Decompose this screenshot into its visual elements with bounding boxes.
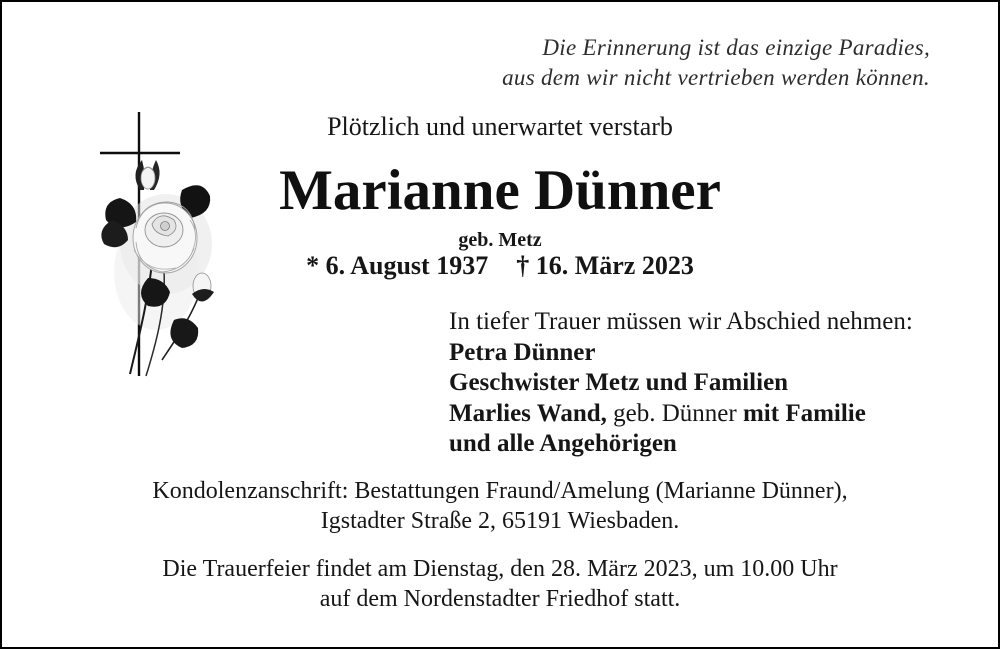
mourning-section xyxy=(449,307,913,460)
mourning-lead: In tiefer Trauer müssen wir Abschied nehmen: xyxy=(449,308,913,335)
mourner-line-4: und alle Angehörigen xyxy=(449,430,677,457)
mourner-line-2: Geschwister Metz und Familien xyxy=(449,369,789,396)
birth-date: * 6. August 1937 xyxy=(306,251,489,280)
mourner-line-3 xyxy=(449,399,913,430)
condolence-line-2: Igstadter Straße 2, 65191 Wiesbaden. xyxy=(320,508,680,534)
mourner-line-1: Petra Dünner xyxy=(449,338,596,366)
quote-line-1: Die Erinnerung ist das einzige Paradies, xyxy=(542,35,930,60)
memorial-quote xyxy=(502,33,930,93)
life-dates xyxy=(2,251,998,281)
funeral-line-2: auf dem Nordenstadter Friedhof statt. xyxy=(319,586,681,612)
mourner-line-3-bold-2: mit Familie xyxy=(742,399,866,427)
quote-line-2: aus dem wir nicht vertrieben werden können. xyxy=(502,65,930,90)
funeral-line-1: Die Trauerfeier findet am Dienstag, den 28. März 2023, um 10.00 Uhr xyxy=(162,556,838,582)
maiden-name: geb. Metz xyxy=(458,229,542,251)
mourner-line-3-regular: geb. Dünner xyxy=(606,399,743,427)
condolence-line-1: Kondolenzanschrift: Bestattungen Fraund/Amelung (Marianne Dünner), xyxy=(152,478,848,504)
funeral-announcement xyxy=(2,554,998,614)
mourner-line-3-bold-1: Marlies Wand, xyxy=(449,399,607,427)
condolence-address xyxy=(2,476,998,536)
deceased-name: Marianne Dünner xyxy=(279,159,721,222)
death-date: † 16. März 2023 xyxy=(516,251,694,280)
intro-line: Plötzlich und unerwartet verstarb xyxy=(327,112,673,141)
